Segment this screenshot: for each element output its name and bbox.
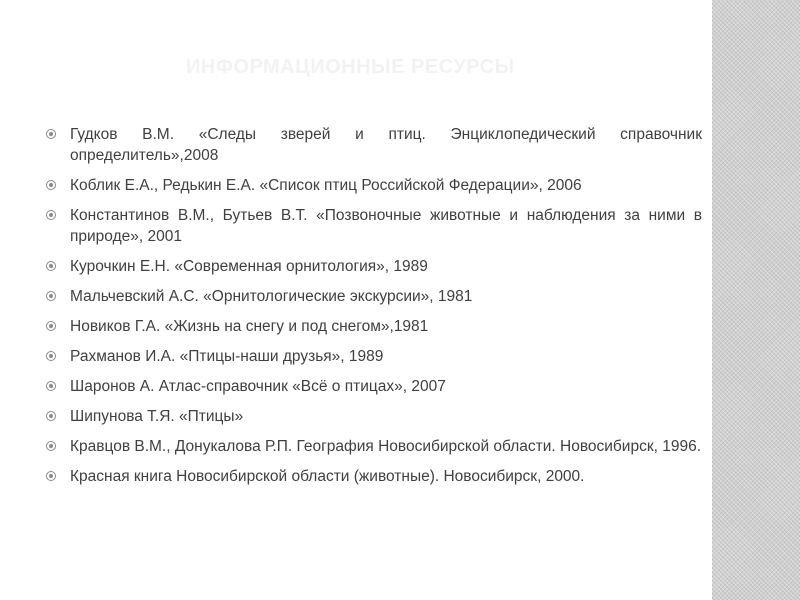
slide-title: ИНФОРМАЦИОННЫЕ РЕСУРСЫ bbox=[186, 56, 515, 78]
list-item bbox=[46, 286, 702, 307]
list-item bbox=[46, 205, 702, 247]
reference-list bbox=[46, 124, 702, 496]
reference-text: Кравцов В.М., Донукалова Р.П. География Новосибирской области. Новосибирск, 1996. bbox=[70, 438, 702, 455]
reference-text: Шаронов А. Атлас-справочник «Всё о птицах», 2007 bbox=[70, 378, 446, 395]
reference-text: Коблик Е.А., Редькин Е.А. «Список птиц Российской Федерации», 2006 bbox=[70, 177, 582, 194]
reference-text: Шипунова Т.Я. «Птицы» bbox=[70, 408, 244, 425]
reference-text: Рахманов И.А. «Птицы-наши друзья», 1989 bbox=[70, 348, 384, 365]
list-item bbox=[46, 406, 702, 427]
reference-text: Красная книга Новосибирской области (животные). Новосибирск, 2000. bbox=[70, 468, 585, 485]
reference-text: Мальчевский А.С. «Орнитологические экскурсии», 1981 bbox=[70, 288, 473, 305]
circle-dot-bullet-icon bbox=[46, 471, 56, 481]
decorative-side-band bbox=[712, 0, 800, 600]
circle-dot-bullet-icon bbox=[46, 381, 56, 391]
list-item bbox=[46, 466, 702, 487]
list-item bbox=[46, 256, 702, 277]
circle-dot-bullet-icon bbox=[46, 210, 56, 220]
reference-text: Курочкин Е.Н. «Современная орнитология», 1989 bbox=[70, 258, 428, 275]
circle-dot-bullet-icon bbox=[46, 351, 56, 361]
list-item bbox=[46, 316, 702, 337]
circle-dot-bullet-icon bbox=[46, 129, 56, 139]
list-item bbox=[46, 175, 702, 196]
list-item bbox=[46, 376, 702, 397]
list-item bbox=[46, 436, 702, 457]
circle-dot-bullet-icon bbox=[46, 261, 56, 271]
reference-text: Новиков Г.А. «Жизнь на снегу и под снегом»,1981 bbox=[70, 318, 429, 335]
list-item bbox=[46, 346, 702, 367]
circle-dot-bullet-icon bbox=[46, 321, 56, 331]
circle-dot-bullet-icon bbox=[46, 411, 56, 421]
reference-text: Константинов В.М., Бутьев В.Т. «Позвоночные животные и наблюдения за ними в природе», 2001 bbox=[70, 207, 702, 245]
reference-text: Гудков В.М. «Следы зверей и птиц. Энциклопедический справочник определитель»,2008 bbox=[70, 126, 702, 164]
list-item bbox=[46, 124, 702, 166]
circle-dot-bullet-icon bbox=[46, 291, 56, 301]
circle-dot-bullet-icon bbox=[46, 180, 56, 190]
circle-dot-bullet-icon bbox=[46, 441, 56, 451]
